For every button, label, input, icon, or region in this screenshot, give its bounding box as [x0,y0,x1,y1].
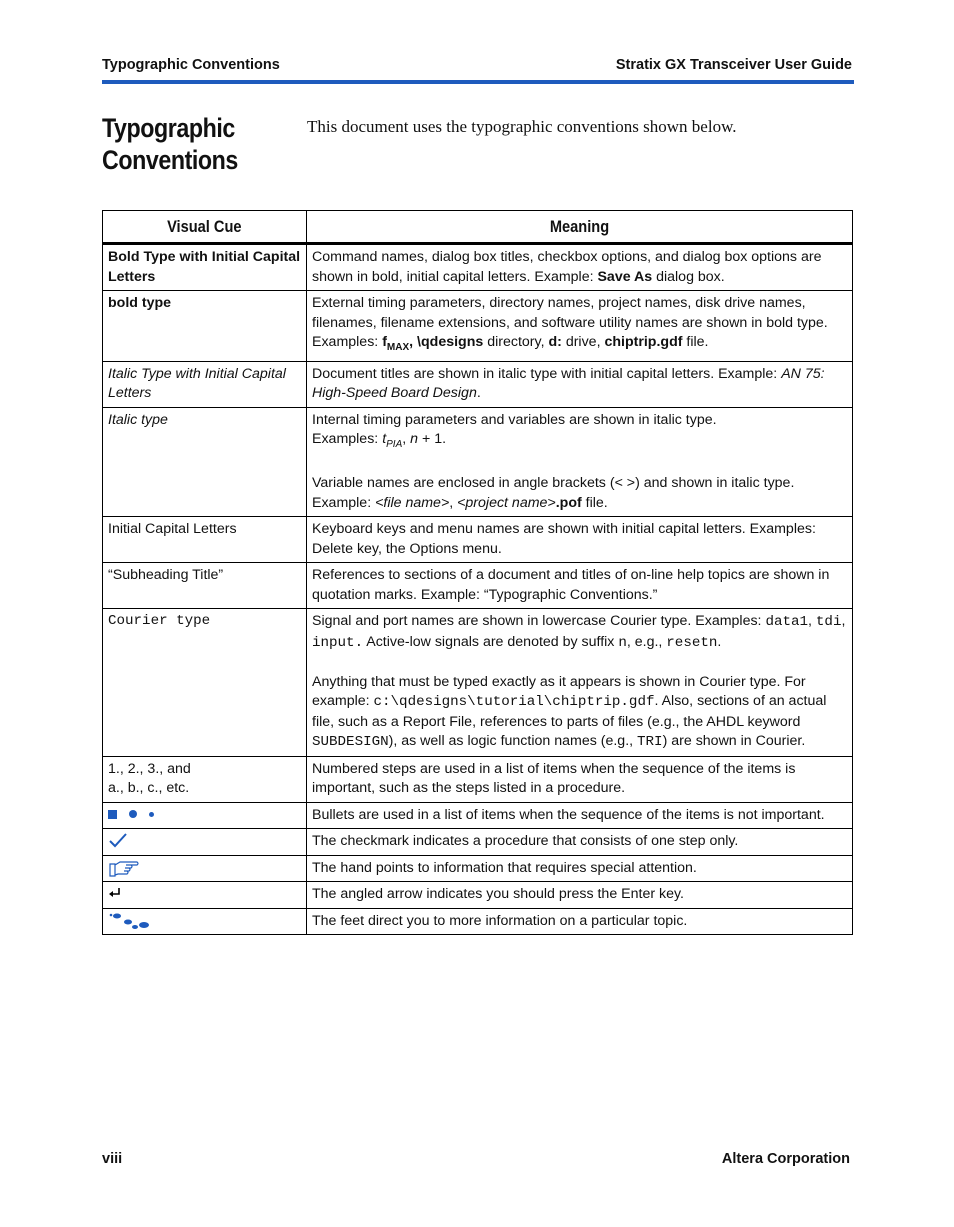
table-row [103,361,853,407]
meaning-subheading: References to sections of a document and titles of on-line help topics are shown in quotation marks. Example: “Typographic Conventions.” [307,563,853,609]
page-title-line1: Typographic [102,113,235,143]
cue-subheading: “Subheading Title” [103,563,307,609]
table-row [103,517,853,563]
checkmark-icon [108,832,128,849]
cue-feet [103,908,307,935]
table-row [103,756,853,802]
table-row [103,407,853,517]
meaning-courier: Signal and port names are shown in lowercase Courier type. Examples: data1, tdi, input. Active-low signals are denoted by suffix n, e.g., resetn. Anything that must be typed exactly as it appears is shown in Courier type. For example: c:\qdesigns\tutorial\chiptrip.gdf. Also, sections of an actual file, such as a Report File, references to parts of files (e.g., the AHDL keyword SUBDESIGN), as well as logic function names (e.g., TRI) are shown in Courier. [307,609,853,757]
table-row [103,802,853,829]
table-header-row [103,211,853,244]
meaning-feet: The feet direct you to more information on a particular topic. [307,908,853,935]
meaning-hand: The hand points to information that requires special attention. [307,855,853,882]
table-row [103,609,853,757]
cue-enter [103,882,307,909]
cue-checkmark [103,829,307,856]
running-header-book-title: Stratix GX Transceiver User Guide [615,57,852,73]
meaning-italic-caps: Document titles are shown in italic type with initial capital letters. Example: AN 75: High-Speed Board Design. [307,361,853,407]
meaning-bullets: Bullets are used in a list of items when the sequence of the items is not important. [307,802,853,829]
header-rule [102,80,854,84]
meaning-enter: The angled arrow indicates you should press the Enter key. [307,882,853,909]
conventions-table [102,210,853,935]
column-header-visual-cue: Visual Cue [103,211,307,244]
table-row [103,882,853,909]
cue-bullets [103,802,307,829]
table-row [103,563,853,609]
running-header-section: Typographic Conventions [102,57,280,73]
meaning-bold: External timing parameters, directory names, project names, disk drive names, filenames, filename extensions, and software utility names are shown in bold type. Examples: $f_{MAX}$, \qdesigns directory, d: drive, chiptrip.gdf file. [307,291,853,362]
footer-page-number: viii [102,1151,123,1167]
meaning-bold-caps: Command names, dialog box titles, checkbox options, and dialog box options are shown in bold, initial capital letters. Example: Save As dialog box. [307,244,853,291]
cue-italic-caps: Italic Type with Initial Capital Letters [103,361,307,407]
pointing-hand-icon [108,859,140,878]
cue-italic: Italic type [103,407,307,517]
footprints-icon [108,912,152,930]
cue-bold-caps: Bold Type with Initial Capital Letters [103,244,307,291]
table-row [103,855,853,882]
page-title [102,112,265,176]
meaning-initial-caps: Keyboard keys and menu names are shown with initial capital letters. Examples: Delete key, the Options menu. [307,517,853,563]
cue-initial-caps: Initial Capital Letters [103,517,307,563]
table-row [103,829,853,856]
cue-courier: Courier type [103,609,307,757]
angled-arrow-icon [108,885,122,902]
meaning-italic: Internal timing parameters and variables are shown in italic type. Examples: $t_{PIA}$, n + 1. Variable names are enclosed in angle brackets (< >) and shown in italic type. Example: <file name>, <project name>.pof file. [307,407,853,517]
cue-bold: bold type [103,291,307,362]
page-title-line2: Conventions [102,145,238,175]
table-row [103,908,853,935]
footer-company: Altera Corporation [721,1151,850,1167]
meaning-numbered: Numbered steps are used in a list of items when the sequence of the items is important, such as the steps listed in a procedure. [307,756,853,802]
cue-numbered: 1., 2., 3., and a., b., c., etc. [103,756,307,802]
intro-paragraph: This document uses the typographic conventions shown below. [307,117,737,136]
column-header-meaning: Meaning [307,211,853,244]
table-row [103,291,853,362]
cue-hand [103,855,307,882]
table-row [103,244,853,291]
meaning-checkmark: The checkmark indicates a procedure that consists of one step only. [307,829,853,856]
bullets-icon [108,808,154,819]
